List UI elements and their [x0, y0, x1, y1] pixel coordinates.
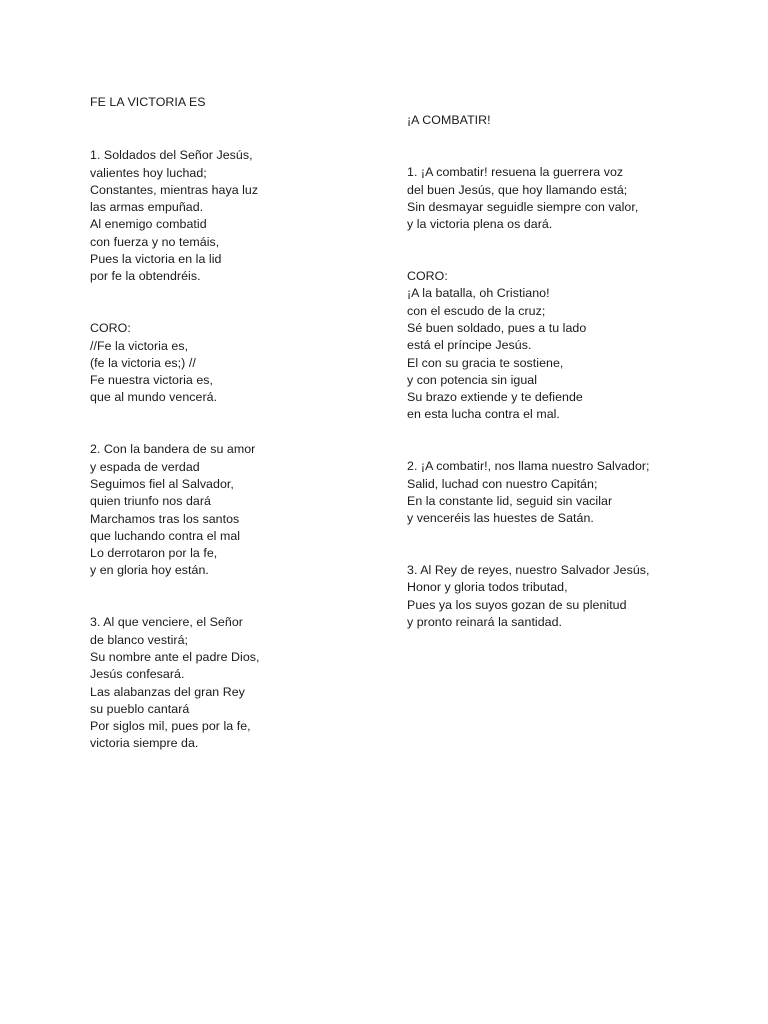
- lyric-line: con el escudo de la cruz;: [407, 303, 546, 318]
- lyric-line: y en gloria hoy están.: [90, 563, 209, 578]
- song-title-right: ¡A COMBATIR!: [407, 113, 491, 127]
- lyric-line: Pues la victoria en la lid: [90, 252, 222, 267]
- lyric-line: de blanco vestirá;: [90, 632, 189, 647]
- lyric-line: 2. ¡A combatir!, nos llama nuestro Salvador;: [407, 459, 650, 474]
- verse-2-left: [90, 441, 390, 579]
- lyric-line: 2. Con la bandera de su amor: [90, 442, 256, 457]
- lyric-line: 1. Soldados del Señor Jesús,: [90, 148, 253, 163]
- lyric-line: Seguimos fiel al Salvador,: [90, 476, 234, 491]
- lyric-line: que luchando contra el mal: [90, 528, 241, 543]
- lyric-line: valientes hoy luchad;: [90, 165, 207, 180]
- lyric-line: quien triunfo nos dará: [90, 494, 211, 509]
- lyric-line: del buen Jesús, que hoy llamando está;: [407, 182, 628, 197]
- lyric-line: Las alabanzas del gran Rey: [90, 684, 245, 699]
- lyric-line: Marchamos tras los santos: [90, 511, 240, 526]
- lyric-line: Constantes, mientras haya luz: [90, 182, 259, 197]
- lyric-line: por fe la obtendréis.: [90, 269, 201, 284]
- lyric-line: Su nombre ante el padre Dios,: [90, 649, 260, 664]
- lyric-line: y espada de verdad: [90, 459, 200, 474]
- lyric-line: Sin desmayar seguidle siempre con valor,: [407, 199, 639, 214]
- lyric-line: que al mundo vencerá.: [90, 390, 218, 405]
- lyric-line: Jesús confesará.: [90, 667, 185, 682]
- lyric-line: //Fe la victoria es,: [90, 338, 189, 353]
- lyric-line: CORO:: [90, 321, 131, 336]
- lyric-line: y pronto reinará la santidad.: [407, 615, 563, 630]
- lyric-line: Al enemigo combatid: [90, 217, 207, 232]
- lyric-line: ¡A la batalla, oh Cristiano!: [407, 286, 550, 301]
- verse-1-left: [90, 147, 390, 285]
- lyric-line: su pueblo cantará: [90, 701, 190, 716]
- lyric-line: Fe nuestra victoria es,: [90, 373, 214, 388]
- lyric-line: Por siglos mil, pues por la fe,: [90, 719, 251, 734]
- lyric-line: Su brazo extiende y te defiende: [407, 390, 583, 405]
- lyric-line: con fuerza y no temáis,: [90, 234, 220, 249]
- lyric-line: Honor y gloria todos tributad,: [407, 580, 568, 595]
- lyric-line: y venceréis las huestes de Satán.: [407, 511, 594, 526]
- verse-2-right: [407, 458, 737, 527]
- chorus-right: [407, 268, 737, 424]
- lyric-line: está el príncipe Jesús.: [407, 338, 532, 353]
- lyric-line: en esta lucha contra el mal.: [407, 407, 560, 422]
- lyric-line: 3. Al Rey de reyes, nuestro Salvador Jesús,: [407, 563, 650, 578]
- lyric-line: 1. ¡A combatir! resuena la guerrera voz: [407, 165, 624, 180]
- lyric-line: Pues ya los suyos gozan de su plenitud: [407, 597, 627, 612]
- verse-3-left: [90, 614, 390, 752]
- lyric-line: Sé buen soldado, pues a tu lado: [407, 320, 587, 335]
- lyric-line: CORO:: [407, 269, 448, 284]
- lyric-line: 3. Al que venciere, el Señor: [90, 615, 243, 630]
- verse-3-right: [407, 562, 737, 631]
- lyric-line: Lo derrotaron por la fe,: [90, 546, 218, 561]
- lyric-line: En la constante lid, seguid sin vacilar: [407, 493, 613, 508]
- lyric-line: y la victoria plena os dará.: [407, 217, 553, 232]
- lyric-line: (fe la victoria es;) //: [90, 355, 196, 370]
- lyric-line: Salid, luchad con nuestro Capitán;: [407, 476, 598, 491]
- left-column: [90, 94, 390, 753]
- lyric-line: y con potencia sin igual: [407, 372, 538, 387]
- verse-1-right: [407, 164, 737, 233]
- lyric-line: El con su gracia te sostiene,: [407, 355, 564, 370]
- song-title-left: FE LA VICTORIA ES: [90, 95, 206, 109]
- lyric-line: las armas empuñad.: [90, 200, 204, 215]
- chorus-left: [90, 320, 390, 406]
- lyric-line: victoria siempre da.: [90, 736, 199, 751]
- right-column: [407, 112, 737, 631]
